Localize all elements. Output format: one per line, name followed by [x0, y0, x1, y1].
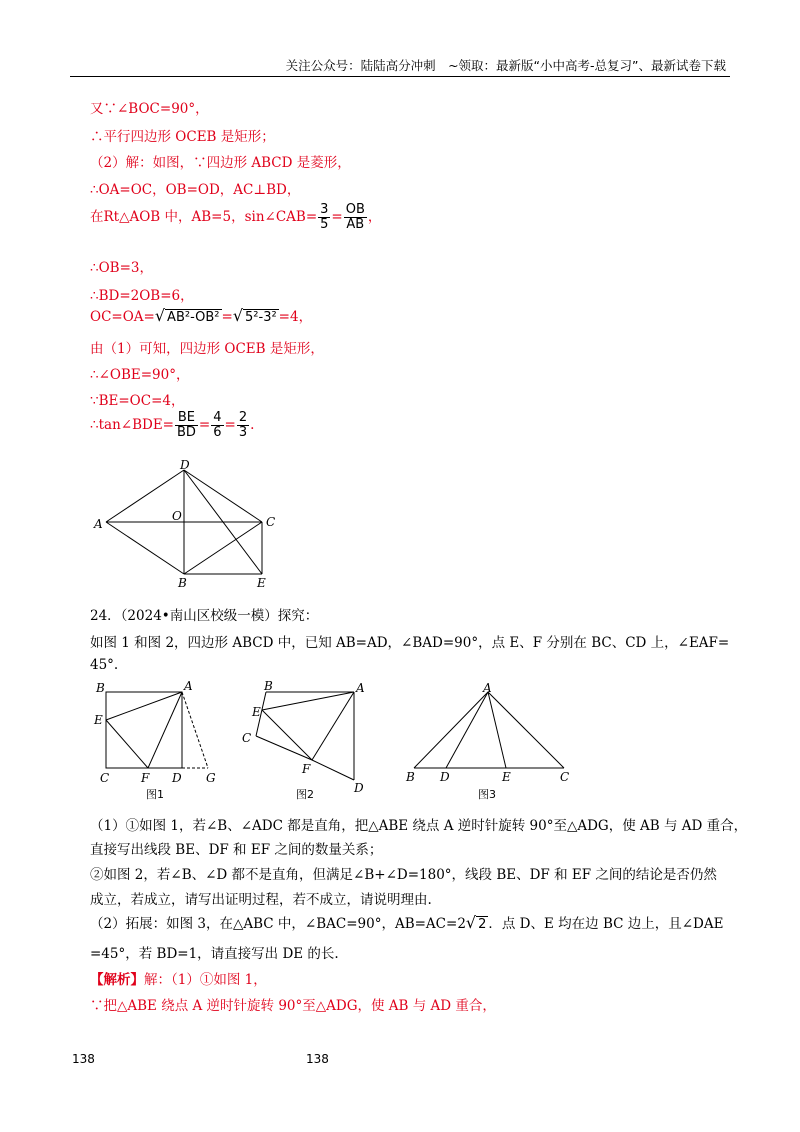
problem-number: 24．（2024•南山区校级一模）探究： [90, 608, 319, 624]
question-1-1: （1）①如图 1，若∠B、∠ADC 都是直角，把△ABE 绕点 A 逆时针旋转 90°至△ADG，使 AB 与 AD 重合， [90, 818, 748, 834]
fraction-4-6: $\frac{4}{6}$ [213, 410, 222, 440]
solution-line-4: ∴OA=OC，OB=OD，AC⊥BD， [90, 182, 301, 198]
page-number-center: 138 [306, 1052, 329, 1066]
svg-text:A: A [356, 681, 365, 695]
solution-line-2: ∴平行四边形 OCEB 是矩形； [90, 129, 275, 145]
svg-text:A: A [483, 681, 492, 695]
fraction-2-3: $\frac{2}{3}$ [238, 410, 248, 440]
svg-text:A: A [184, 680, 193, 693]
solution-line-bd: ∴BD=2OB=6， [90, 288, 194, 304]
sin-prefix: 在Rt△AOB 中，AB=5，sin∠CAB= [90, 209, 318, 225]
fraction-3-5: $\frac{3}{5}$ [320, 202, 329, 232]
oc-line: OC=OA=√ AB²-OB² =√ 5²-3² =4， [90, 306, 313, 325]
svg-text:B: B [96, 681, 105, 695]
svg-text:E: E [252, 705, 261, 719]
tan-line: ∴tan∠BDE= $\frac{BE}{BD}$ = $\frac{4}{6}$ = $\frac{2}{3}$ . [90, 410, 255, 440]
svg-text:C: C [100, 771, 110, 785]
question-2-1: （2）拓展：如图 3，在△ABC 中，∠BAC=90°，AB=AC=2√ 2 ．点 D、E 均在边 BC 边上，且∠DAE [90, 913, 724, 932]
question-1-3: ②如图 2，若∠B、∠D 都不是直角，但满足∠B+∠D=180°，线段 BE、DF 和 EF 之间的结论是否仍然 [90, 867, 717, 883]
problem-statement-2: 45°. [90, 657, 119, 673]
page-header [70, 56, 730, 77]
analysis-tag: 【解析】 [90, 972, 144, 988]
svg-text:C: C [560, 770, 570, 784]
analysis-line-1: 【解析】解：（1）①如图 1， [90, 972, 267, 988]
svg-text:D: D [354, 781, 364, 795]
solution-line-rect: 由（1）可知，四边形 OCEB 是矩形， [90, 341, 324, 357]
svg-text:F: F [302, 762, 311, 776]
fraction-ob-ab: $\frac{OB}{AB}$ [345, 202, 365, 232]
solution-line-1: 又∵∠BOC=90°， [90, 101, 209, 117]
caption-fig3: 图3 [478, 788, 496, 801]
header-text: 关注公众号：陆陆高分冲刺 ~领取：最新版“小中高考-总复习”、最新试卷下载 [285, 58, 726, 73]
svg-text:D: D [172, 771, 182, 785]
svg-text:G: G [206, 771, 216, 785]
figure-3-triangle [402, 680, 582, 804]
caption-fig2: 图2 [296, 788, 314, 801]
sin-line: 在Rt△AOB 中，AB=5，sin∠CAB= $\frac{3}{5}$ = $\frac{OB}{AB}$ ， [90, 202, 382, 232]
label-d: D [180, 458, 190, 472]
svg-text:F: F [141, 771, 150, 785]
solution-line-ob: ∴OB=3， [90, 260, 153, 276]
label-o: O [172, 509, 182, 523]
figure-2-quadrilateral [240, 680, 380, 804]
sqrt-5-3: 5²-3² [245, 310, 277, 325]
figure-1-square [90, 680, 240, 804]
label-b: B [178, 576, 187, 590]
question-1-2: 直接写出线段 BE、DF 和 EF 之间的数量关系； [90, 842, 383, 858]
sqrt-ab-ob: AB²-OB² [167, 310, 220, 325]
svg-text:C: C [242, 731, 252, 745]
label-c: C [266, 515, 276, 529]
label-a: A [94, 517, 103, 531]
analysis-line-2: ∵把△ABE 绕点 A 逆时针旋转 90°至△ADG，使 AB 与 AD 重合， [90, 998, 496, 1014]
question-2-2: =45°，若 BD=1，请直接写出 DE 的长. [90, 946, 339, 962]
svg-text:B: B [406, 770, 415, 784]
rhombus-figure [88, 458, 288, 590]
label-e: E [257, 576, 266, 590]
solution-line-obe: ∴∠OBE=90°， [90, 367, 190, 383]
sqrt-2: 2 [478, 917, 487, 932]
fraction-be-bd: $\frac{BE}{BD}$ [176, 410, 196, 440]
solution-line-be: ∵BE=OC=4， [90, 393, 185, 409]
caption-fig1: 图1 [146, 788, 164, 801]
question-1-4: 成立，若成立，请写出证明过程，若不成立，请说明理由. [90, 892, 432, 908]
solution-line-3: （2）解：如图，∵四边形 ABCD 是菱形， [90, 155, 351, 171]
svg-text:E: E [502, 770, 511, 784]
problem-statement-1: 如图 1 和图 2，四边形 ABCD 中，已知 AB=AD，∠BAD=90°，点 E、F 分别在 BC、CD 上，∠EAF= [90, 635, 730, 651]
svg-text:E: E [94, 713, 103, 727]
page-number-left: 138 [72, 1052, 95, 1066]
svg-text:B: B [264, 680, 273, 693]
svg-text:D: D [440, 770, 450, 784]
